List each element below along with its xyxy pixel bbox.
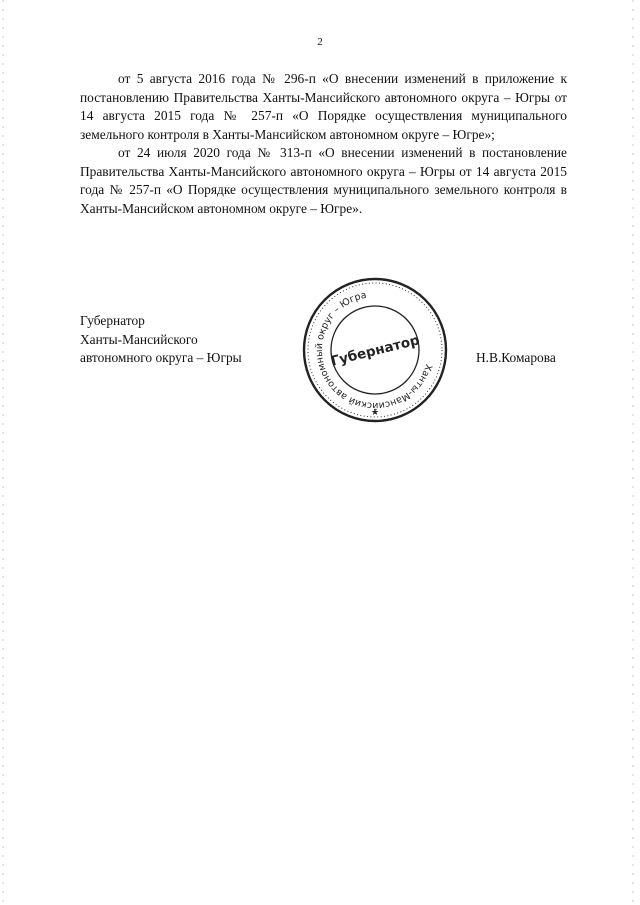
document-body bbox=[80, 70, 567, 218]
scan-edge-left bbox=[2, 0, 4, 905]
signatory-name: Н.В.Комарова bbox=[476, 350, 556, 365]
signatory-title-line: Губернатор bbox=[80, 313, 145, 328]
paragraph-amendment-2020: от 24 июля 2020 года № 313-п «О внесении изменений в постановление Правительства Ханты-Мансийского автономного округа – Югры от 14 августа 2015 года № 257-п «О Порядке осуществления муниципального земельного контроля в Ханты-Мансийском автономном округе – Югре». bbox=[80, 145, 567, 216]
signatory-title bbox=[80, 312, 242, 368]
scan-edge-right bbox=[632, 0, 634, 905]
official-seal bbox=[300, 275, 450, 425]
seal-star-icon: ★ bbox=[370, 408, 380, 418]
page-number: 2 bbox=[317, 36, 323, 48]
seal-center-text: Губернатор bbox=[329, 332, 422, 370]
signatory-title-line: Ханты-Мансийского bbox=[80, 331, 198, 347]
seal-ring-textpath: Ханты-Мансийский автономный округ – Югра bbox=[313, 289, 434, 412]
paragraph-amendment-2016: от 5 августа 2016 года № 296-п «О внесении изменений в приложение к постановлению Правительства Ханты-Мансийского автономного округа – Югры от 14 августа 2015 года № 257-п «О Порядке осуществления муниципального земельного контроля в Ханты-Мансийском автономном округе – Югре»; bbox=[80, 71, 567, 142]
signatory-title-line: автономного округа – Югры bbox=[80, 350, 242, 365]
